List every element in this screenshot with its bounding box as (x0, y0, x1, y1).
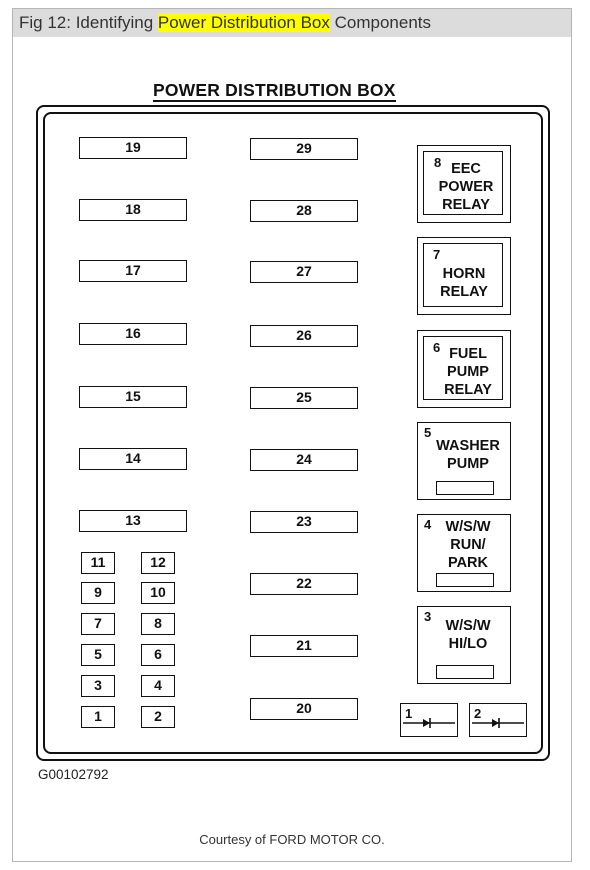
relay-8-eec-power (417, 145, 511, 223)
fuse-5: 5 (81, 644, 115, 666)
relay-8-number: 8 (434, 155, 442, 170)
fuse-20: 20 (250, 698, 358, 720)
fuse-21: 21 (250, 635, 358, 657)
fuse-18: 18 (79, 199, 187, 221)
breaker-5-label: WASHER PUMP (436, 438, 500, 472)
fuse-22: 22 (250, 573, 358, 595)
breaker-5-slot (436, 481, 494, 495)
fuse-3: 3 (81, 675, 115, 697)
relay-7-number: 7 (433, 247, 441, 262)
fuse-15: 15 (79, 386, 187, 408)
fuse-9: 9 (81, 582, 115, 604)
relay-7-horn (417, 237, 511, 315)
fuse-17: 17 (79, 260, 187, 282)
relay-8-label: EEC POWER RELAY (438, 161, 494, 213)
breaker-4-slot (436, 573, 494, 587)
diode-1-symbol-icon (401, 704, 459, 738)
fuse-26: 26 (250, 325, 358, 347)
fuse-23: 23 (250, 511, 358, 533)
fuse-10: 10 (141, 582, 175, 604)
fuse-29: 29 (250, 138, 358, 160)
relay-6-number: 6 (433, 340, 441, 355)
breaker-3-wsw-hi-lo (417, 606, 511, 684)
breaker-4-label: W/S/W RUN/ PARK (445, 519, 491, 571)
diode-2-symbol-icon (470, 704, 528, 738)
fuse-12: 12 (141, 552, 175, 574)
breaker-3-slot (436, 665, 494, 679)
caption-prefix: Fig 12: Identifying (19, 13, 158, 32)
breaker-4-number: 4 (424, 517, 432, 532)
fuse-6: 6 (141, 644, 175, 666)
diode-1-number: 1 (405, 706, 413, 721)
breaker-3-number: 3 (424, 609, 432, 624)
diode-2 (469, 703, 527, 737)
fuse-2: 2 (141, 706, 175, 728)
relay-6-label: FUEL PUMP RELAY (444, 346, 492, 398)
fuse-13: 13 (79, 510, 187, 532)
caption-suffix: Components (329, 13, 432, 32)
relay-8-frame (423, 151, 503, 215)
fuse-28: 28 (250, 200, 358, 222)
caption-highlight: Power Distribution Box (157, 13, 330, 32)
fuse-4: 4 (141, 675, 175, 697)
fuse-8: 8 (141, 613, 175, 635)
fuse-1: 1 (81, 706, 115, 728)
fuse-14: 14 (79, 448, 187, 470)
breaker-5-number: 5 (424, 425, 432, 440)
fuse-24: 24 (250, 449, 358, 471)
relay-6-fuel-pump (417, 330, 511, 408)
fuse-27: 27 (250, 261, 358, 283)
part-number: G00102792 (38, 767, 109, 782)
relay-6-frame (423, 336, 503, 400)
fuse-16: 16 (79, 323, 187, 345)
breaker-4-wsw-run-park (417, 514, 511, 592)
figure-frame (12, 8, 572, 862)
fuse-19: 19 (79, 137, 187, 159)
fuse-7: 7 (81, 613, 115, 635)
courtesy-credit: Courtesy of FORD MOTOR CO. (199, 832, 385, 847)
breaker-3-label: W/S/W HI/LO (445, 618, 491, 652)
fuse-25: 25 (250, 387, 358, 409)
figure-caption (13, 9, 571, 37)
diagram-title: POWER DISTRIBUTION BOX (153, 80, 396, 100)
relay-7-frame (423, 243, 503, 307)
fuse-11: 11 (81, 552, 115, 574)
diode-1 (400, 703, 458, 737)
relay-7-label: HORN RELAY (440, 266, 488, 300)
breaker-5-washer-pump (417, 422, 511, 500)
diode-2-number: 2 (474, 706, 482, 721)
